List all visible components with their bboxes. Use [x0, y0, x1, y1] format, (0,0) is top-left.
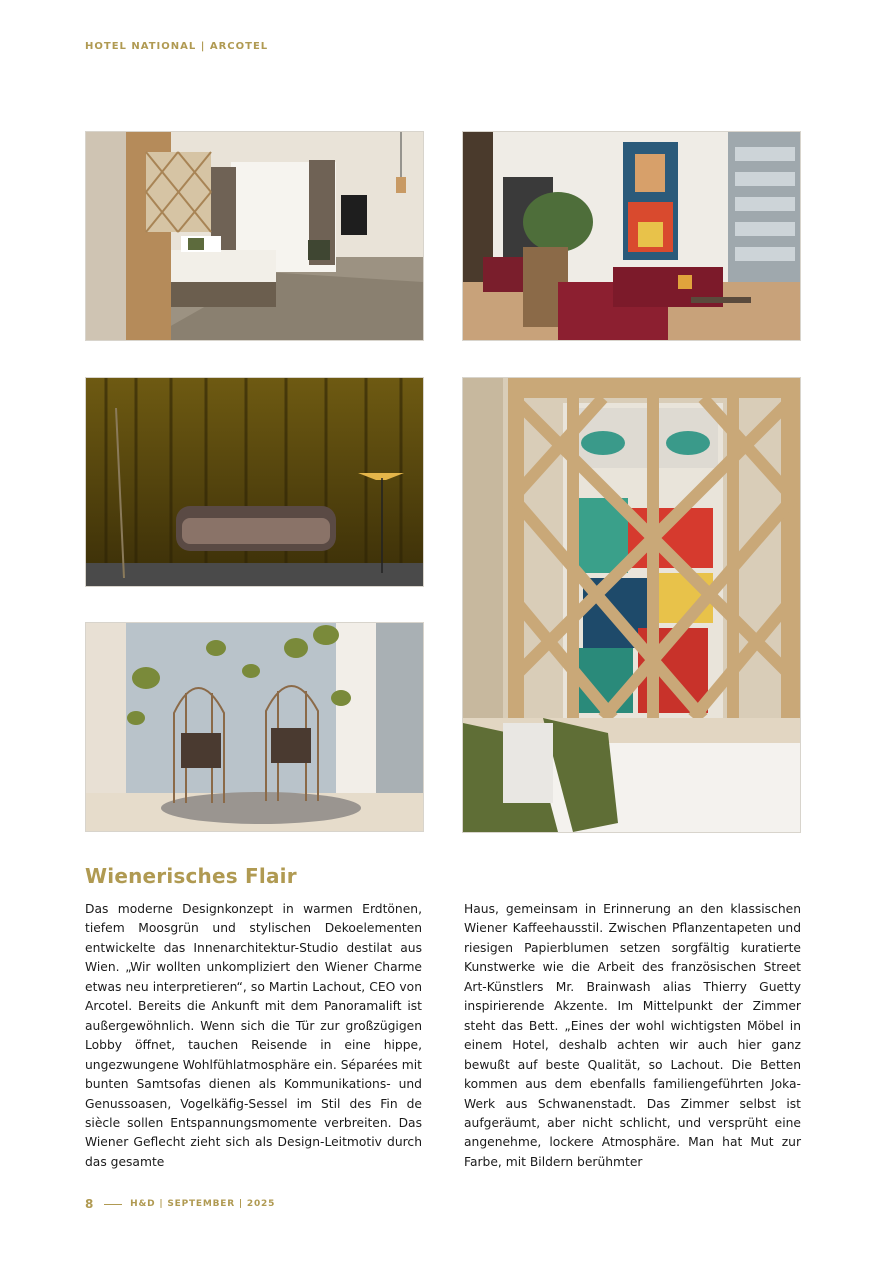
running-header: HOTEL NATIONAL | ARCOTEL: [85, 41, 269, 52]
issue-label: H&D | SEPTEMBER | 2025: [130, 1199, 276, 1209]
photo-birdcage-chairs: [85, 622, 424, 832]
page-footer: [85, 1197, 275, 1211]
article-column-left: Das moderne Designkonzept in warmen Erdtönen, tiefem Moosgrün und stylischen Dekoelementen entwickelte das Innenarchitektur-Studio destilat aus Wien. „Wir wollten unkompliziert den Wiener Charme etwas neu interpretieren“, so Martin Lachout, CEO von Arcotel. Bereits die Ankunft mit dem Panoramalift ist außergewöhnlich. Wenn sich die Tür zur großzügigen Lobby öffnet, tauchen Reisende in eine hippe, ungezwungene Wohlfühlatmosphäre ein. Séparées mit bunten Samtsofas dienen als Kommunikations- und Genussoasen, Vogelkäfig-Sessel im Stil des Fin de siècle sollen Entspannungsmomente verbreiten. Das Wiener Geflecht zieht sich als Design-Leitmotiv durch das gesamte: [85, 902, 422, 1169]
photo-hotel-room: [85, 131, 424, 341]
article-column-right: Haus, gemeinsam in Erinnerung an den klassischen Wiener Kaffeehausstil. Zwischen Pflanzentapeten und riesigen Papierblumen setzen sorgfältig kuratierte Kunstwerke wie die Arbeit des französischen Street Art-Künstlers Mr. Brainwash alias Thierry Guetty inspirierende Akzente. Im Mittelpunkt der Zimmer steht das Bett. „Eines der wohl wichtigsten Möbel in einem Hotel, deshalb achten wir auch hier ganz bewußt auf beste Qualität, so Lachout. Die Betten kommen aus dem ebenfalls familiengeführten Joka-Werk aus Schwanenstadt. Das Zimmer selbst ist aufgeräumt, aber nicht schlicht, und versprüht eine angenehme, lockere Atmosphäre. Man hat Mut zur Farbe, mit Bildern berühmter: [464, 902, 801, 1169]
photo-wiener-geflecht-screen: [462, 377, 801, 833]
article-headline: Wienerisches Flair: [85, 864, 297, 888]
photo-velvet-sofa: [85, 377, 424, 587]
page-number: 8: [85, 1197, 95, 1211]
photo-lobby: [462, 131, 801, 341]
footer-rule: [104, 1204, 122, 1205]
